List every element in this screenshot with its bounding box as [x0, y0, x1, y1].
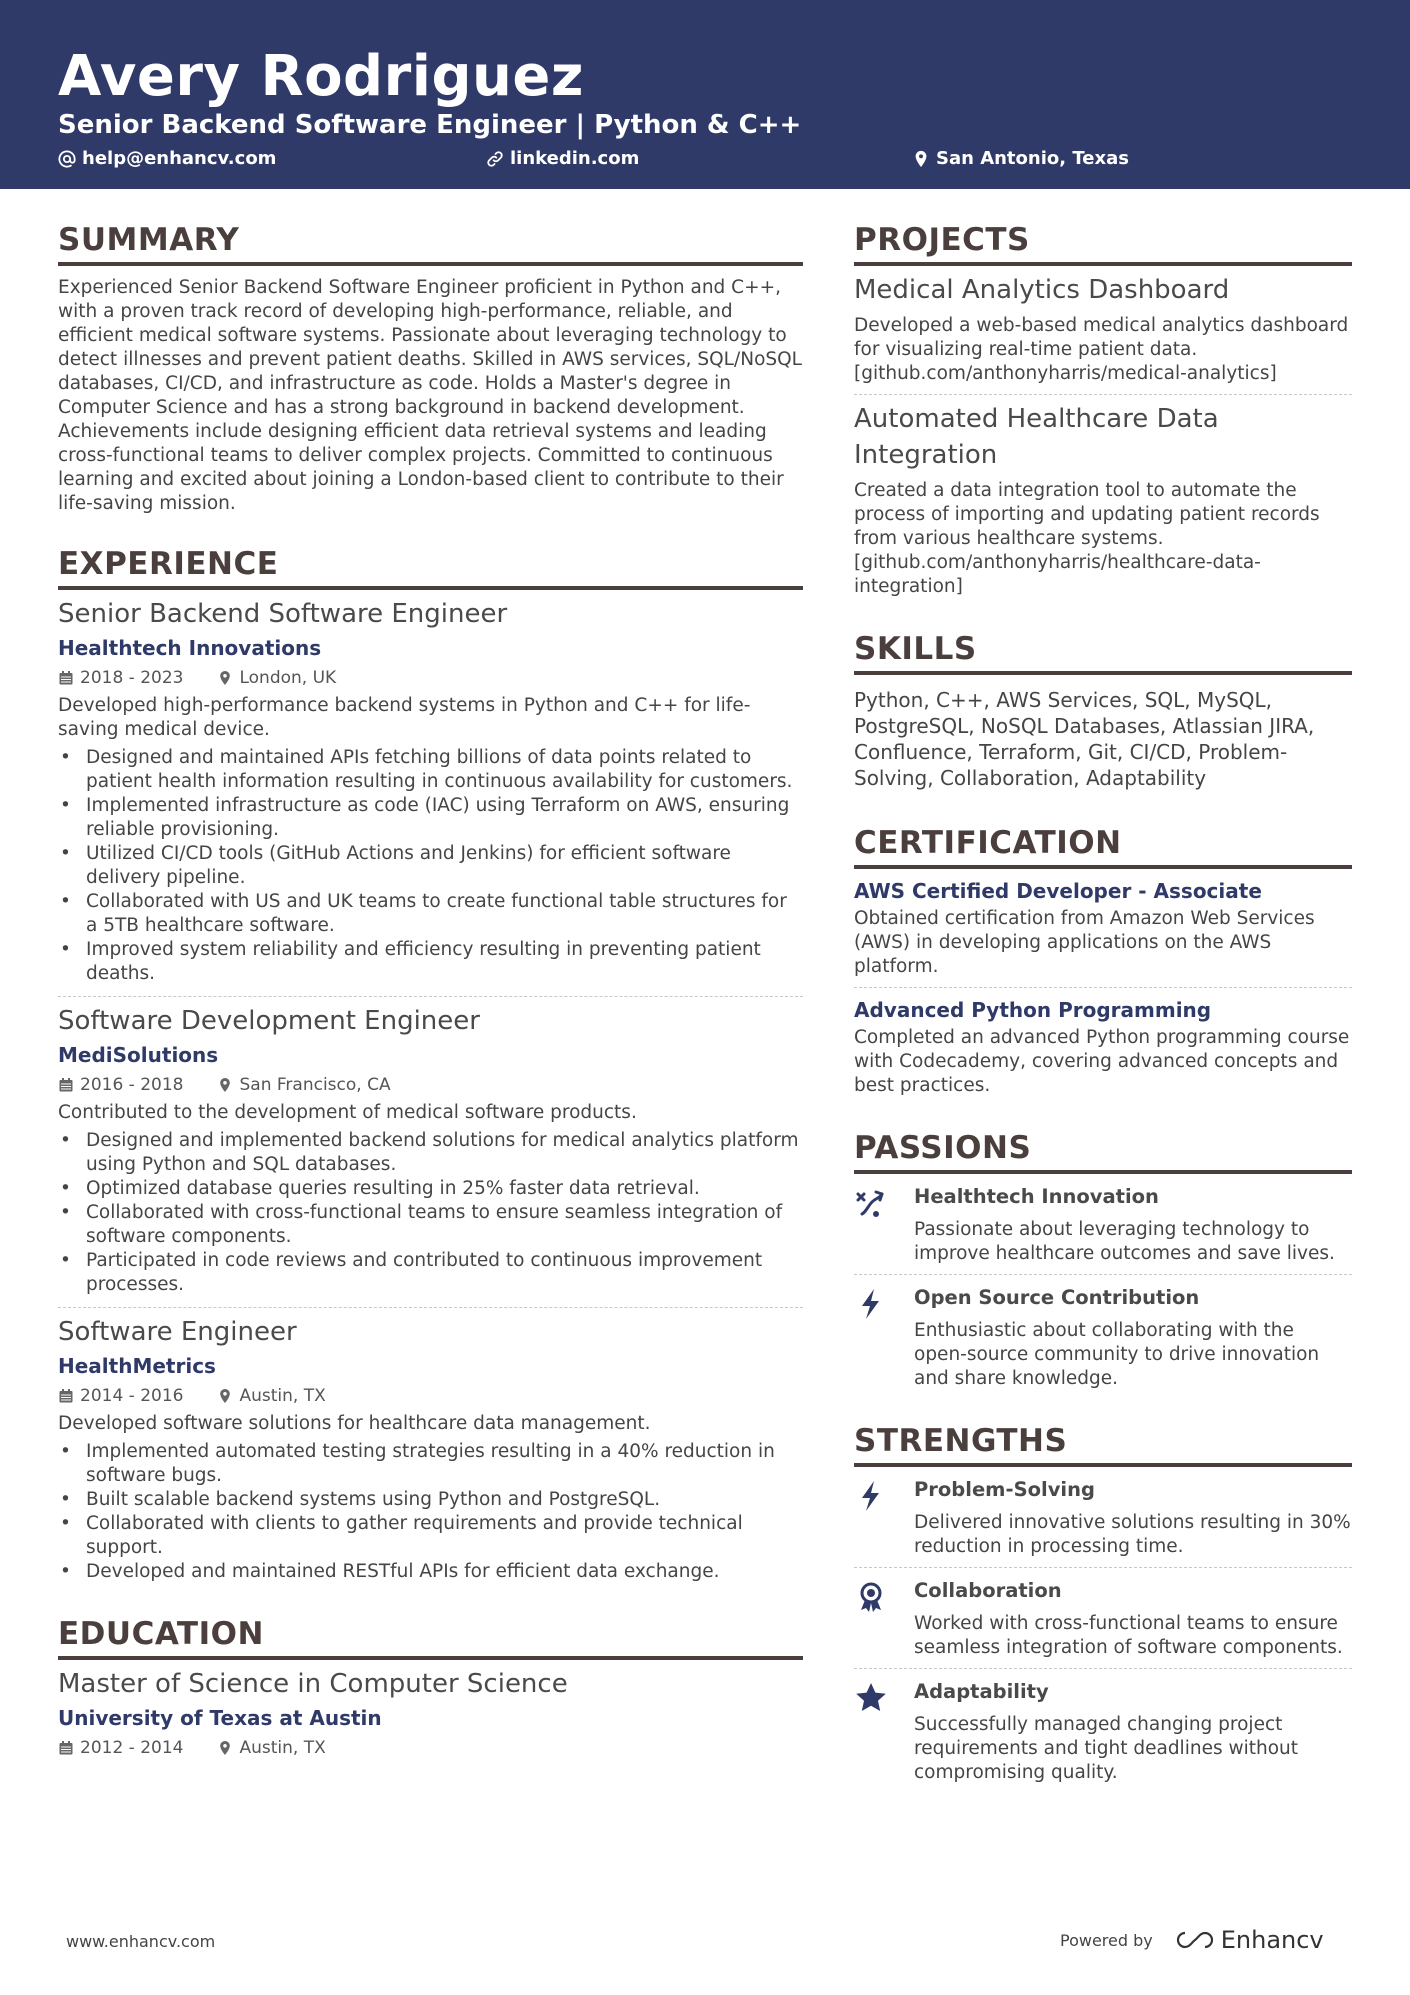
experience-heading: EXPERIENCE — [58, 544, 803, 590]
job-bullets — [58, 1129, 803, 1297]
resume-header — [0, 0, 1410, 189]
powered-by-text: Powered by — [1060, 1930, 1153, 1950]
job-bullet: • Utilized CI/CD tools (GitHub Actions and Jenkins) for efficient software delivery pipeline. — [58, 842, 803, 890]
job-bullet: • Optimized database queries resulting in 25% faster data retrieval. — [58, 1177, 803, 1201]
right-column — [854, 220, 1352, 1793]
calendar-icon — [58, 1740, 74, 1756]
education-meta — [58, 1736, 803, 1760]
strength-entry — [854, 1467, 1352, 1568]
job-title: Software Engineer — [58, 1317, 297, 1347]
job-bullets — [58, 746, 803, 986]
job-location: Austin, TX — [239, 1386, 326, 1406]
job-entry — [58, 1003, 803, 1308]
passions-heading: PASSIONS — [854, 1128, 1352, 1174]
brand-name: Enhancv — [1220, 1926, 1324, 1954]
strengths-section — [854, 1421, 1352, 1793]
experience-section — [58, 544, 803, 1594]
education-dates: 2012 - 2014 — [80, 1738, 184, 1758]
location-text: San Antonio, Texas — [936, 148, 1129, 169]
footer-website[interactable]: www.enhancv.com — [66, 1932, 216, 1951]
certification-entry — [854, 996, 1352, 1106]
job-dates: 2018 - 2023 — [80, 668, 184, 688]
candidate-title: Senior Backend Software Engineer | Python & C++ — [58, 110, 802, 140]
strength-entry — [854, 1669, 1352, 1793]
calendar-icon — [58, 670, 74, 686]
strength-title: Adaptability — [914, 1680, 1049, 1703]
project-entry — [854, 272, 1352, 395]
projects-heading: PROJECTS — [854, 220, 1352, 266]
education-heading: EDUCATION — [58, 1614, 803, 1660]
strength-entry — [854, 1568, 1352, 1669]
education-location: Austin, TX — [239, 1738, 326, 1758]
job-bullet: • Participated in code reviews and contributed to continuous improvement processes. — [58, 1249, 803, 1297]
contact-email[interactable] — [58, 148, 276, 169]
at-icon — [58, 150, 76, 168]
link-icon — [486, 150, 504, 168]
job-title: Software Development Engineer — [58, 1006, 480, 1036]
contact-location — [912, 148, 1129, 169]
certification-title: Advanced Python Programming — [854, 998, 1212, 1022]
candidate-name: Avery Rodriguez — [58, 44, 584, 109]
passion-entry — [854, 1275, 1352, 1399]
certification-description: Obtained certification from Amazon Web Services (AWS) in developing applications on the AWS platform. — [854, 908, 1315, 977]
passion-title: Open Source Contribution — [914, 1286, 1200, 1309]
project-entry — [854, 401, 1352, 607]
certification-description: Completed an advanced Python programming course with Codecademy, covering advanced concepts and best practices. — [854, 1027, 1350, 1096]
passion-description: Enthusiastic about collaborating with the open-source community to drive innovation and share knowledge. — [914, 1320, 1320, 1389]
strength-description: Delivered innovative solutions resulting in 30% reduction in processing time. — [914, 1512, 1351, 1557]
job-meta — [58, 1384, 803, 1408]
bolt-icon — [854, 1479, 888, 1513]
route-icon — [854, 1186, 888, 1220]
summary-text: Experienced Senior Backend Software Engineer proficient in Python and C++, with a proven track record of developing high-performance, reliable, and efficient medical software systems. Passionate about leveraging technology to detect illnesses and prevent patient deaths. Skilled in AWS services, SQL/NoSQL databases, CI/CD, and infrastructure as code. Holds a Master's degree in Computer Science and has a strong background in backend development. Achievements include designing efficient data retrieval systems and leading cross-functional teams to deliver complex projects. Committed to continuous learning and excited about joining a London-based client to contribute to their life-saving mission. — [58, 277, 802, 514]
left-column — [58, 220, 803, 1760]
strength-description: Successfully managed changing project requirements and tight deadlines without compromising quality. — [914, 1714, 1299, 1783]
map-pin-icon — [912, 150, 930, 168]
job-location: San Francisco, CA — [239, 1075, 391, 1095]
skills-section — [854, 629, 1352, 791]
job-dates: 2014 - 2016 — [80, 1386, 184, 1406]
calendar-icon — [58, 1388, 74, 1404]
job-bullet: • Implemented infrastructure as code (IAC) using Terraform on AWS, ensuring reliable provisioning. — [58, 794, 803, 842]
certification-heading: CERTIFICATION — [854, 823, 1352, 869]
job-location: London, UK — [239, 668, 337, 688]
job-entry — [58, 596, 803, 997]
strengths-heading: STRENGTHS — [854, 1421, 1352, 1467]
degree-title: Master of Science in Computer Science — [58, 1669, 568, 1699]
project-description: Created a data integration tool to automate the process of importing and updating patient records from various healthcare systems. [github.com/anthonyharris/healthcare-data-integration] — [854, 480, 1320, 597]
job-dates: 2016 - 2018 — [80, 1075, 184, 1095]
map-pin-icon — [217, 1388, 233, 1404]
job-description: Contributed to the development of medical software products. — [58, 1102, 637, 1123]
company-name: Healthtech Innovations — [58, 636, 322, 660]
job-bullet: • Collaborated with US and UK teams to create functional table structures for a 5TB healthcare software. — [58, 890, 803, 938]
job-description: Developed high-performance backend systems in Python and C++ for life-saving medical device. — [58, 695, 751, 740]
project-description: Developed a web-based medical analytics dashboard for visualizing real-time patient data. [github.com/anthonyharris/medical-analytics] — [854, 315, 1349, 384]
brand-logo[interactable] — [1175, 1926, 1324, 1954]
map-pin-icon — [217, 1740, 233, 1756]
company-name: MediSolutions — [58, 1043, 219, 1067]
job-bullet: • Implemented automated testing strategies resulting in a 40% reduction in software bugs. — [58, 1440, 803, 1488]
skills-list: Python, C++, AWS Services, SQL, MySQL, PostgreSQL, NoSQL Databases, Atlassian JIRA, Confluence, Terraform, Git, CI/CD, Problem-Solving, Collaboration, Adaptability — [854, 688, 1315, 790]
passion-title: Healthtech Innovation — [914, 1185, 1159, 1208]
passions-section — [854, 1128, 1352, 1399]
strength-title: Problem-Solving — [914, 1478, 1095, 1501]
strength-description: Worked with cross-functional teams to ensure seamless integration of software components. — [914, 1613, 1343, 1658]
passion-entry — [854, 1174, 1352, 1275]
education-section — [58, 1614, 803, 1760]
job-meta — [58, 1073, 803, 1097]
map-pin-icon — [217, 1077, 233, 1093]
strength-title: Collaboration — [914, 1579, 1062, 1602]
certification-title: AWS Certified Developer - Associate — [854, 879, 1262, 903]
job-entry — [58, 1314, 803, 1594]
calendar-icon — [58, 1077, 74, 1093]
company-name: HealthMetrics — [58, 1354, 216, 1378]
job-bullet: • Improved system reliability and efficiency resulting in preventing patient deaths. — [58, 938, 803, 986]
projects-section — [854, 220, 1352, 607]
project-title: Medical Analytics Dashboard — [854, 275, 1230, 305]
job-bullet: • Designed and maintained APIs fetching billions of data points related to patient health information resulting in continuous availability for customers. — [58, 746, 803, 794]
bolt-icon — [854, 1287, 888, 1321]
job-bullet: • Built scalable backend systems using Python and PostgreSQL. — [58, 1488, 803, 1512]
job-bullet: • Developed and maintained RESTful APIs for efficient data exchange. — [58, 1560, 803, 1584]
certification-entry — [854, 877, 1352, 988]
award-icon — [854, 1580, 888, 1614]
job-bullet: • Designed and implemented backend solutions for medical analytics platform using Python and SQL databases. — [58, 1129, 803, 1177]
email-text: help@enhancv.com — [82, 148, 277, 169]
enhancv-logo-icon — [1175, 1929, 1215, 1951]
summary-section — [58, 220, 803, 516]
star-icon — [854, 1681, 888, 1715]
linkedin-text: linkedin.com — [510, 148, 640, 169]
job-bullet: • Collaborated with clients to gather requirements and provide technical support. — [58, 1512, 803, 1560]
job-bullets — [58, 1440, 803, 1584]
passion-description: Passionate about leveraging technology to improve healthcare outcomes and save lives. — [914, 1219, 1335, 1264]
footer-branding — [1060, 1926, 1324, 1954]
project-title: Automated Healthcare Data Integration — [854, 404, 1219, 470]
skills-heading: SKILLS — [854, 629, 1352, 675]
job-bullet: • Collaborated with cross-functional teams to ensure seamless integration of software components. — [58, 1201, 803, 1249]
certification-section — [854, 823, 1352, 1106]
contact-linkedin[interactable] — [486, 148, 639, 169]
job-title: Senior Backend Software Engineer — [58, 599, 508, 629]
map-pin-icon — [217, 670, 233, 686]
summary-heading: SUMMARY — [58, 220, 803, 266]
job-description: Developed software solutions for healthcare data management. — [58, 1413, 651, 1434]
job-meta — [58, 666, 803, 690]
school-name: University of Texas at Austin — [58, 1706, 382, 1730]
